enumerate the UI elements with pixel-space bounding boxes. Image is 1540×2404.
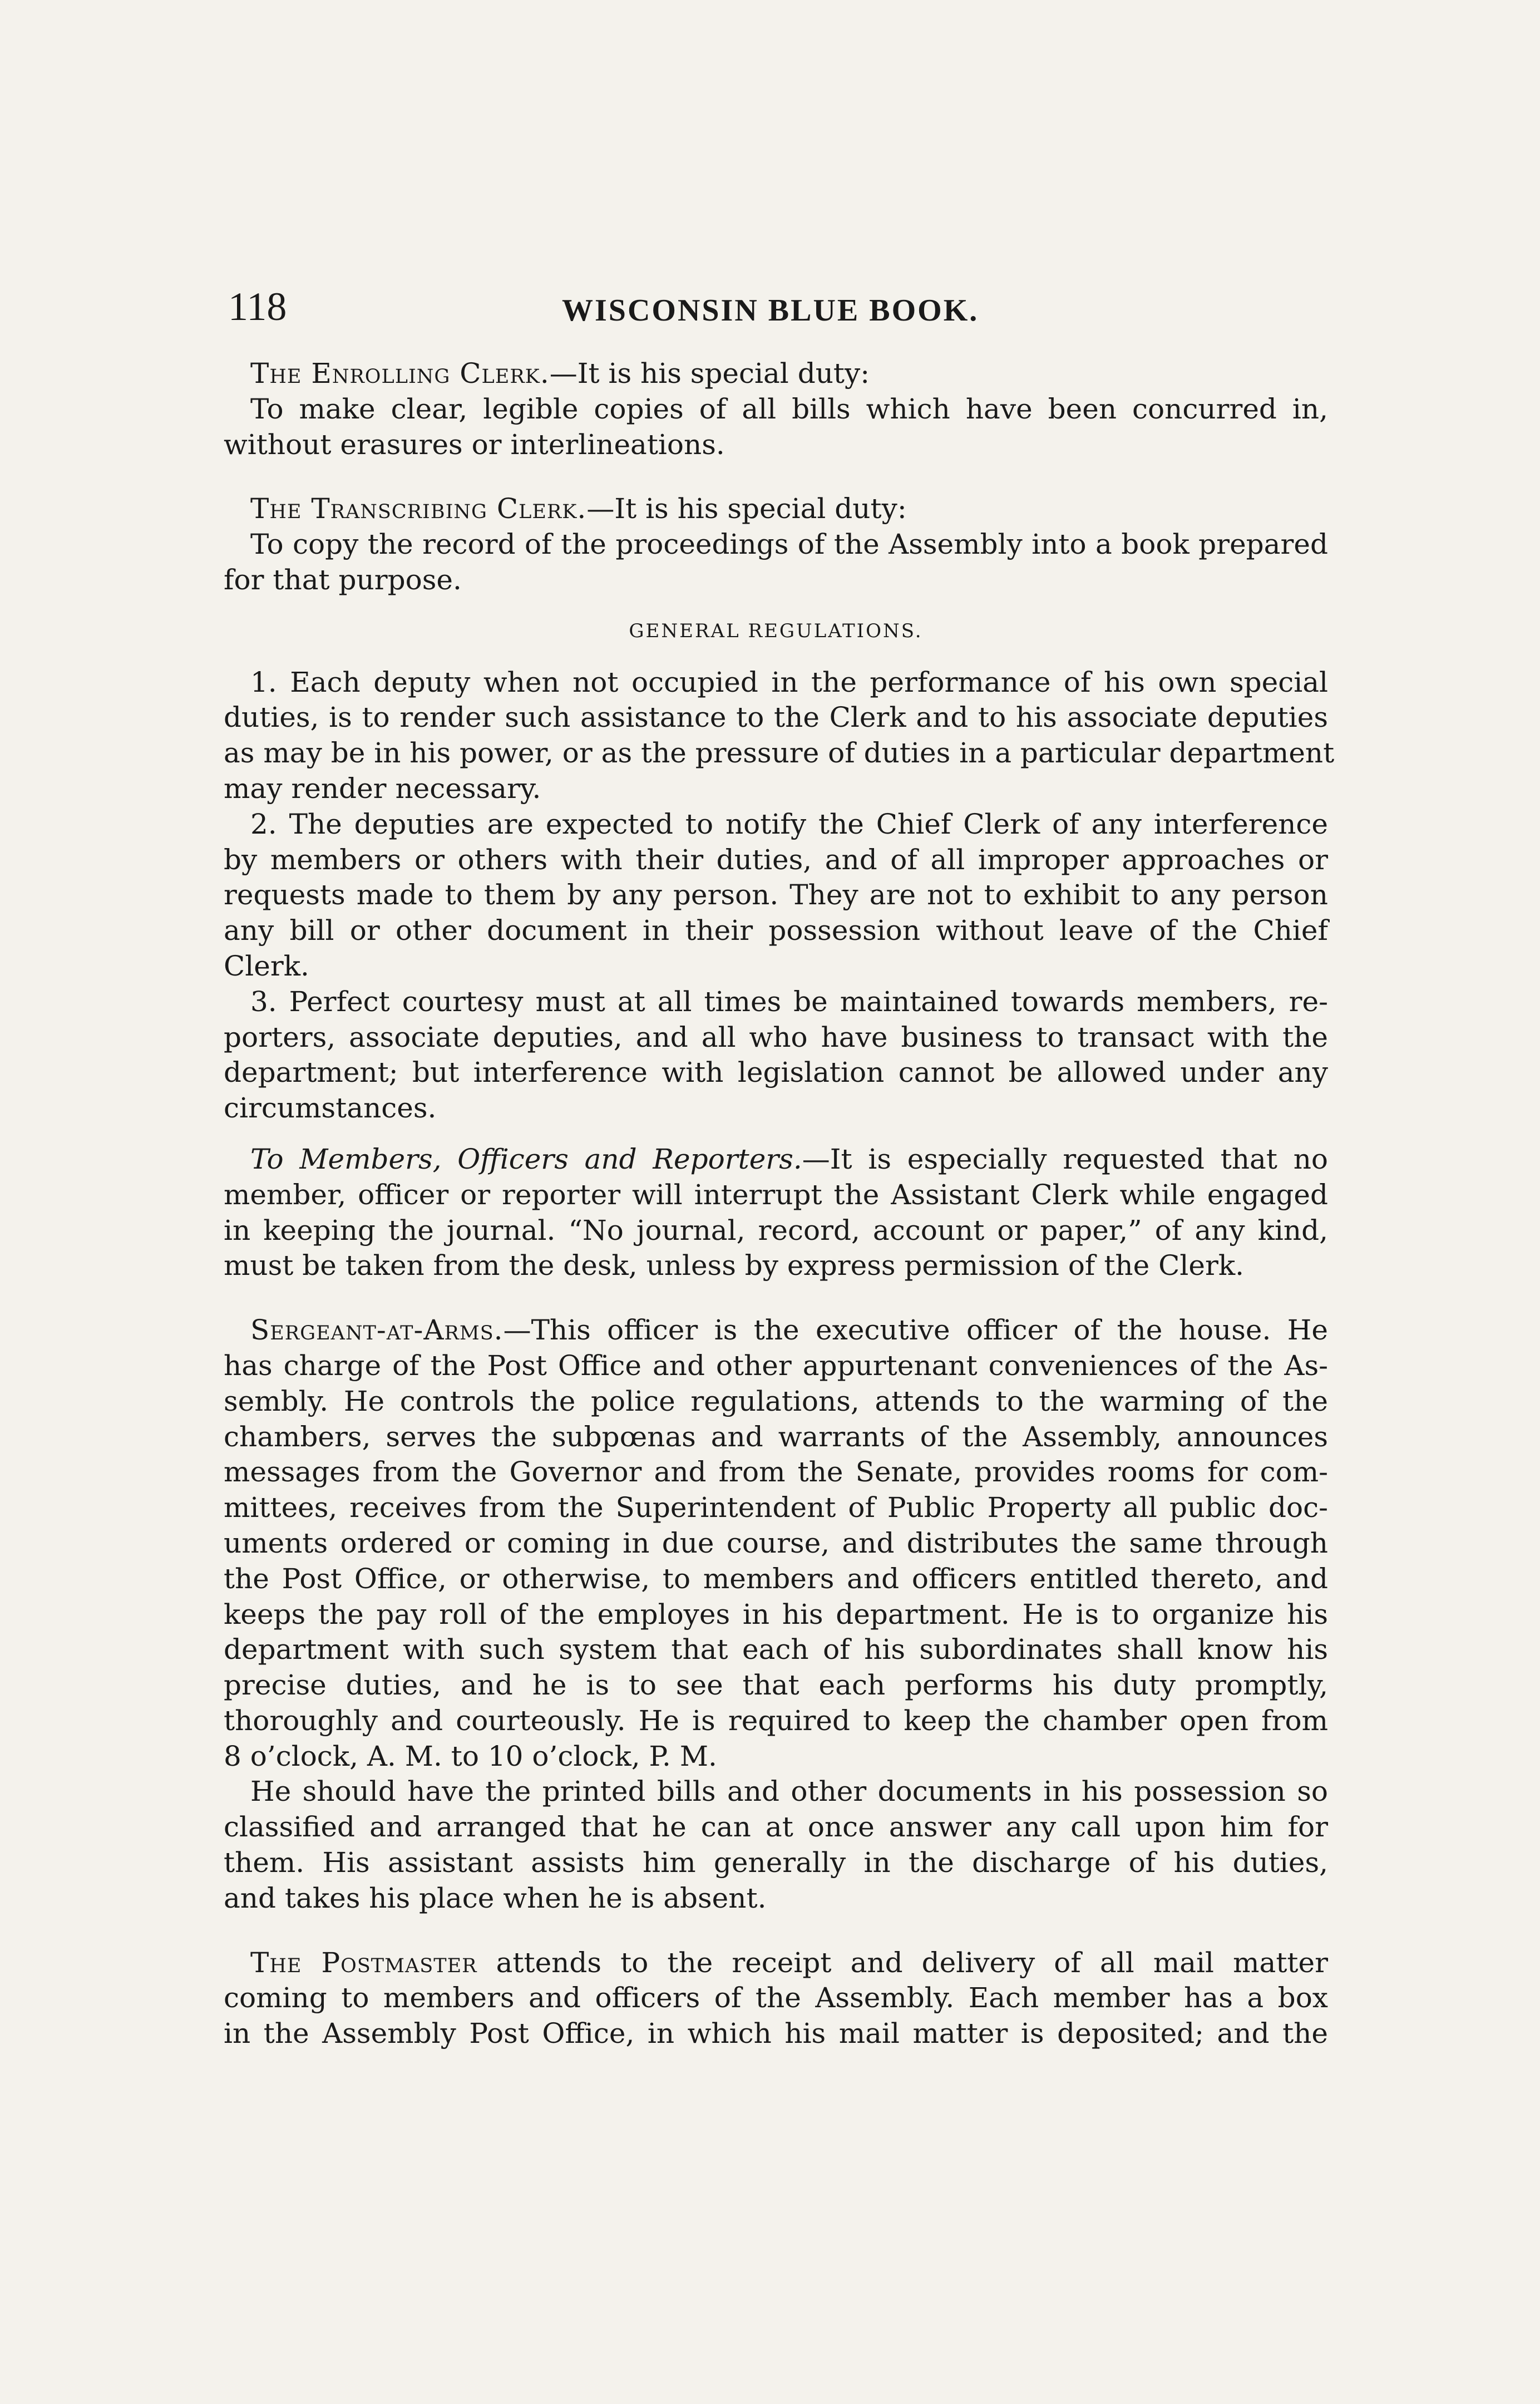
text-line: may render necessary. xyxy=(224,772,541,805)
rule-3-paragraph xyxy=(224,984,1328,1126)
text-line: in keeping the journal. “No journal, record, account or paper,” of any kind, xyxy=(224,1214,1328,1247)
text-line: porters, associate deputies, and all who have business to transact with the xyxy=(224,1021,1328,1053)
text-line: The Enrolling Clerk.—It is his special duty: xyxy=(250,357,870,390)
text-line: in the Assembly Post Office, in which his mail matter is deposited; and the xyxy=(224,2017,1328,2050)
rule-1-paragraph xyxy=(224,665,1335,807)
text-line: To copy the record of the proceedings of the Assembly into a book prepared xyxy=(250,528,1328,561)
page-header xyxy=(228,284,1324,328)
sergeant-at-arms-paragraph xyxy=(224,1313,1328,1917)
text-line: 8 o’clock, A. M. to 10 o’clock, P. M. xyxy=(224,1740,717,1772)
section-title: The Transcribing Clerk. xyxy=(250,492,587,525)
text-line: Clerk. xyxy=(224,949,309,982)
text-line: must be taken from the desk, unless by express permission of the Clerk. xyxy=(224,1249,1245,1282)
section-title: Sergeant-at-Arms. xyxy=(250,1314,504,1347)
text-line: The Transcribing Clerk.—It is his special duty: xyxy=(250,492,907,525)
text-line: chambers, serves the subpœnas and warrants of the Assembly, announces xyxy=(224,1420,1328,1453)
text-line: 1. Each deputy when not occupied in the performance of his own special xyxy=(250,666,1328,698)
text-line: any bill or other document in their possession without leave of the Chief xyxy=(224,914,1328,947)
text-line: messages from the Governor and from the Senate, provides rooms for com- xyxy=(224,1456,1328,1489)
text-line: coming to members and officers of the Assembly. Each member has a box xyxy=(224,1982,1328,2014)
text-line: as may be in his power, or as the pressure of duties in a particular department xyxy=(224,737,1335,770)
text-line: 2. The deputies are expected to notify the Chief Clerk of any interference xyxy=(250,807,1328,840)
section-title: The Postmaster xyxy=(250,1946,477,1979)
text-line: Sergeant-at-Arms.—This officer is the executive officer of the house. He xyxy=(250,1314,1328,1347)
text-line: circumstances. xyxy=(224,1092,437,1125)
text-line: without erasures or interlineations. xyxy=(224,428,725,461)
text-line: The Postmaster attends to the receipt and delivery of all mail matter xyxy=(250,1946,1329,1979)
text-line: thoroughly and courteously. He is required to keep the chamber open from xyxy=(224,1704,1328,1737)
page-number: 118 xyxy=(228,284,287,329)
text-line: precise duties, and he is to see that each performs his duty promptly, xyxy=(224,1669,1328,1702)
general-regulations-heading: GENERAL REGULATIONS. xyxy=(629,619,923,642)
postmaster-paragraph xyxy=(224,1945,1328,2052)
text-line: To Members, Officers and Reporters.—It is especially requested that no xyxy=(250,1142,1329,1175)
text-line: them. His assistant assists him generally in the discharge of his duties, xyxy=(224,1846,1328,1879)
rule-2-paragraph xyxy=(224,807,1328,984)
text-line: To make clear, legible copies of all bills which have been concurred in, xyxy=(250,392,1328,425)
text-line: classified and arranged that he can at once answer any call upon him for xyxy=(224,1811,1328,1844)
section-title: The Enrolling Clerk. xyxy=(250,357,550,390)
enrolling-clerk-paragraph xyxy=(224,356,1328,462)
text-line: department with such system that each of his subordinates shall know his xyxy=(224,1633,1328,1666)
text-line: He should have the printed bills and other documents in his possession so xyxy=(250,1775,1328,1808)
text-line: duties, is to render such assistance to the Clerk and to his associate deputies xyxy=(224,701,1328,734)
text-line: requests made to them by any person. They are not to exhibit to any person xyxy=(224,879,1328,912)
text-line: department; but interference with legislation cannot be allowed under any xyxy=(224,1056,1328,1089)
text-line: member, officer or reporter will interrupt the Assistant Clerk while engaged xyxy=(224,1178,1328,1211)
running-title: WISCONSIN BLUE BOOK. xyxy=(562,293,979,328)
text-line: sembly. He controls the police regulations, attends to the warming of the xyxy=(224,1385,1328,1417)
text-line: the Post Office, or otherwise, to members and officers entitled thereto, and xyxy=(224,1562,1328,1595)
text-line: and takes his place when he is absent. xyxy=(224,1881,767,1914)
text-line: keeps the pay roll of the employes in his department. He is to organize his xyxy=(224,1598,1328,1630)
text-line: for that purpose. xyxy=(224,563,462,596)
text-line: by members or others with their duties, and of all improper approaches or xyxy=(224,843,1328,876)
body-text xyxy=(224,356,1335,2052)
text-line: has charge of the Post Office and other appurtenant conveniences of the As- xyxy=(224,1349,1328,1382)
members-paragraph xyxy=(224,1142,1328,1284)
text-line: 3. Perfect courtesy must at all times be maintained towards members, re- xyxy=(250,985,1328,1018)
transcribing-clerk-paragraph xyxy=(224,491,1328,598)
text-line: uments ordered or coming in due course, and distributes the same through xyxy=(224,1526,1328,1559)
section-title: To Members, Officers and Reporters. xyxy=(250,1142,802,1175)
text-line: mittees, receives from the Superintendent of Public Property all public doc- xyxy=(224,1491,1328,1524)
